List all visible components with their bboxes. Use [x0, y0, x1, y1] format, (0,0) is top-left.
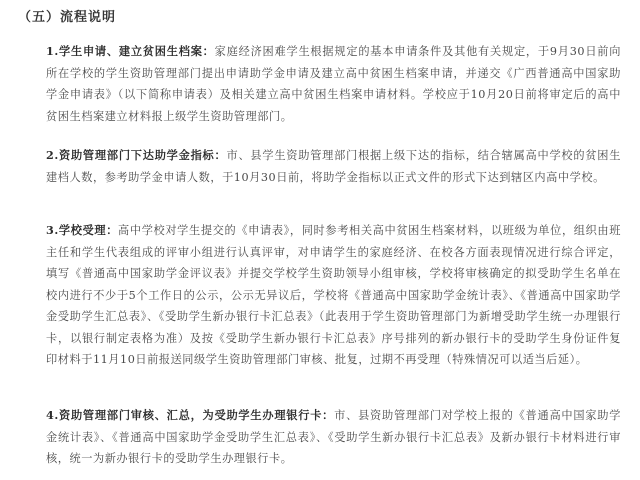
paragraph-body: 家庭经济困难学生根据规定的基本申请条件及其他有关规定，于9月30日前向所在学校的学生资助管理部门提出申请助学金申请及建立高中贫困生档案申请，并递交《广西普通高中国家助学金申请表》（以下简称申请表）及相关建立高中贫困生档案申请材料。学校应于10月20日前将审定后的高中贫困生档案建立材料报上级学生资助管理部门。 [46, 45, 621, 123]
paragraph-body: 高中学校对学生提交的《申请表》，同时参考相关高中贫困生档案材料，以班级为单位，组织由班主任和学生代表组成的评审小组进行认真评审，对申请学生的家庭经济、在校各方面表现情况进行综合评定，填写《普通高中国家助学金评议表》并提交学校学生资助领导小组审核，学校将审核确定的拟受助学生名单在校内进行不少于5个工作日的公示，公示无异议后，学校将《普通高中国家助学金统计表》、《普通高中国家助学金受助学生汇总表》、《受助学生新办银行卡汇总表》（此表用于学生资助管理部门为新增受助学生统一办理银行卡，以银行制定表格为准）及按《受助学生新办银行卡汇总表》序号排列的新办银行卡的受助学生身份证件复印材料于11月10日前报送同级学生资助管理部门审核、批复，过期不再受理（特殊情况可以适当后延）。 [46, 224, 622, 366]
paragraph-body: 市、县资助管理部门对学校上报的《普通高中国家助学金统计表》、《普通高中国家助学金受助学生汇总表》、《受助学生新办银行卡汇总表》及新办银行卡材料进行审核，统一为新办银行卡的受助学生办理银行卡。 [46, 409, 622, 465]
paragraph-step-3 [46, 220, 621, 371]
paragraph-lead: 4.资助管理部门审核、汇总，为受助学生办理银行卡： [46, 408, 335, 422]
paragraph-step-1 [46, 41, 621, 127]
paragraph-step-4 [46, 405, 621, 470]
paragraph-body: 市、县学生资助管理部门根据上级下达的指标，结合辖属高中学校的贫困生建档人数，参考助学金申请人数，于10月30日前，将助学金指标以正式文件的形式下达到辖区内高中学校。 [46, 149, 622, 184]
paragraph-step-2 [46, 145, 621, 188]
paragraph-lead: 3.学校受理： [46, 223, 119, 237]
paragraph-lead: 1.学生申请、建立贫困生档案： [46, 44, 215, 58]
section-title: （五）流程说明 [18, 10, 117, 25]
paragraph-lead: 2.资助管理部门下达助学金指标： [46, 148, 227, 162]
